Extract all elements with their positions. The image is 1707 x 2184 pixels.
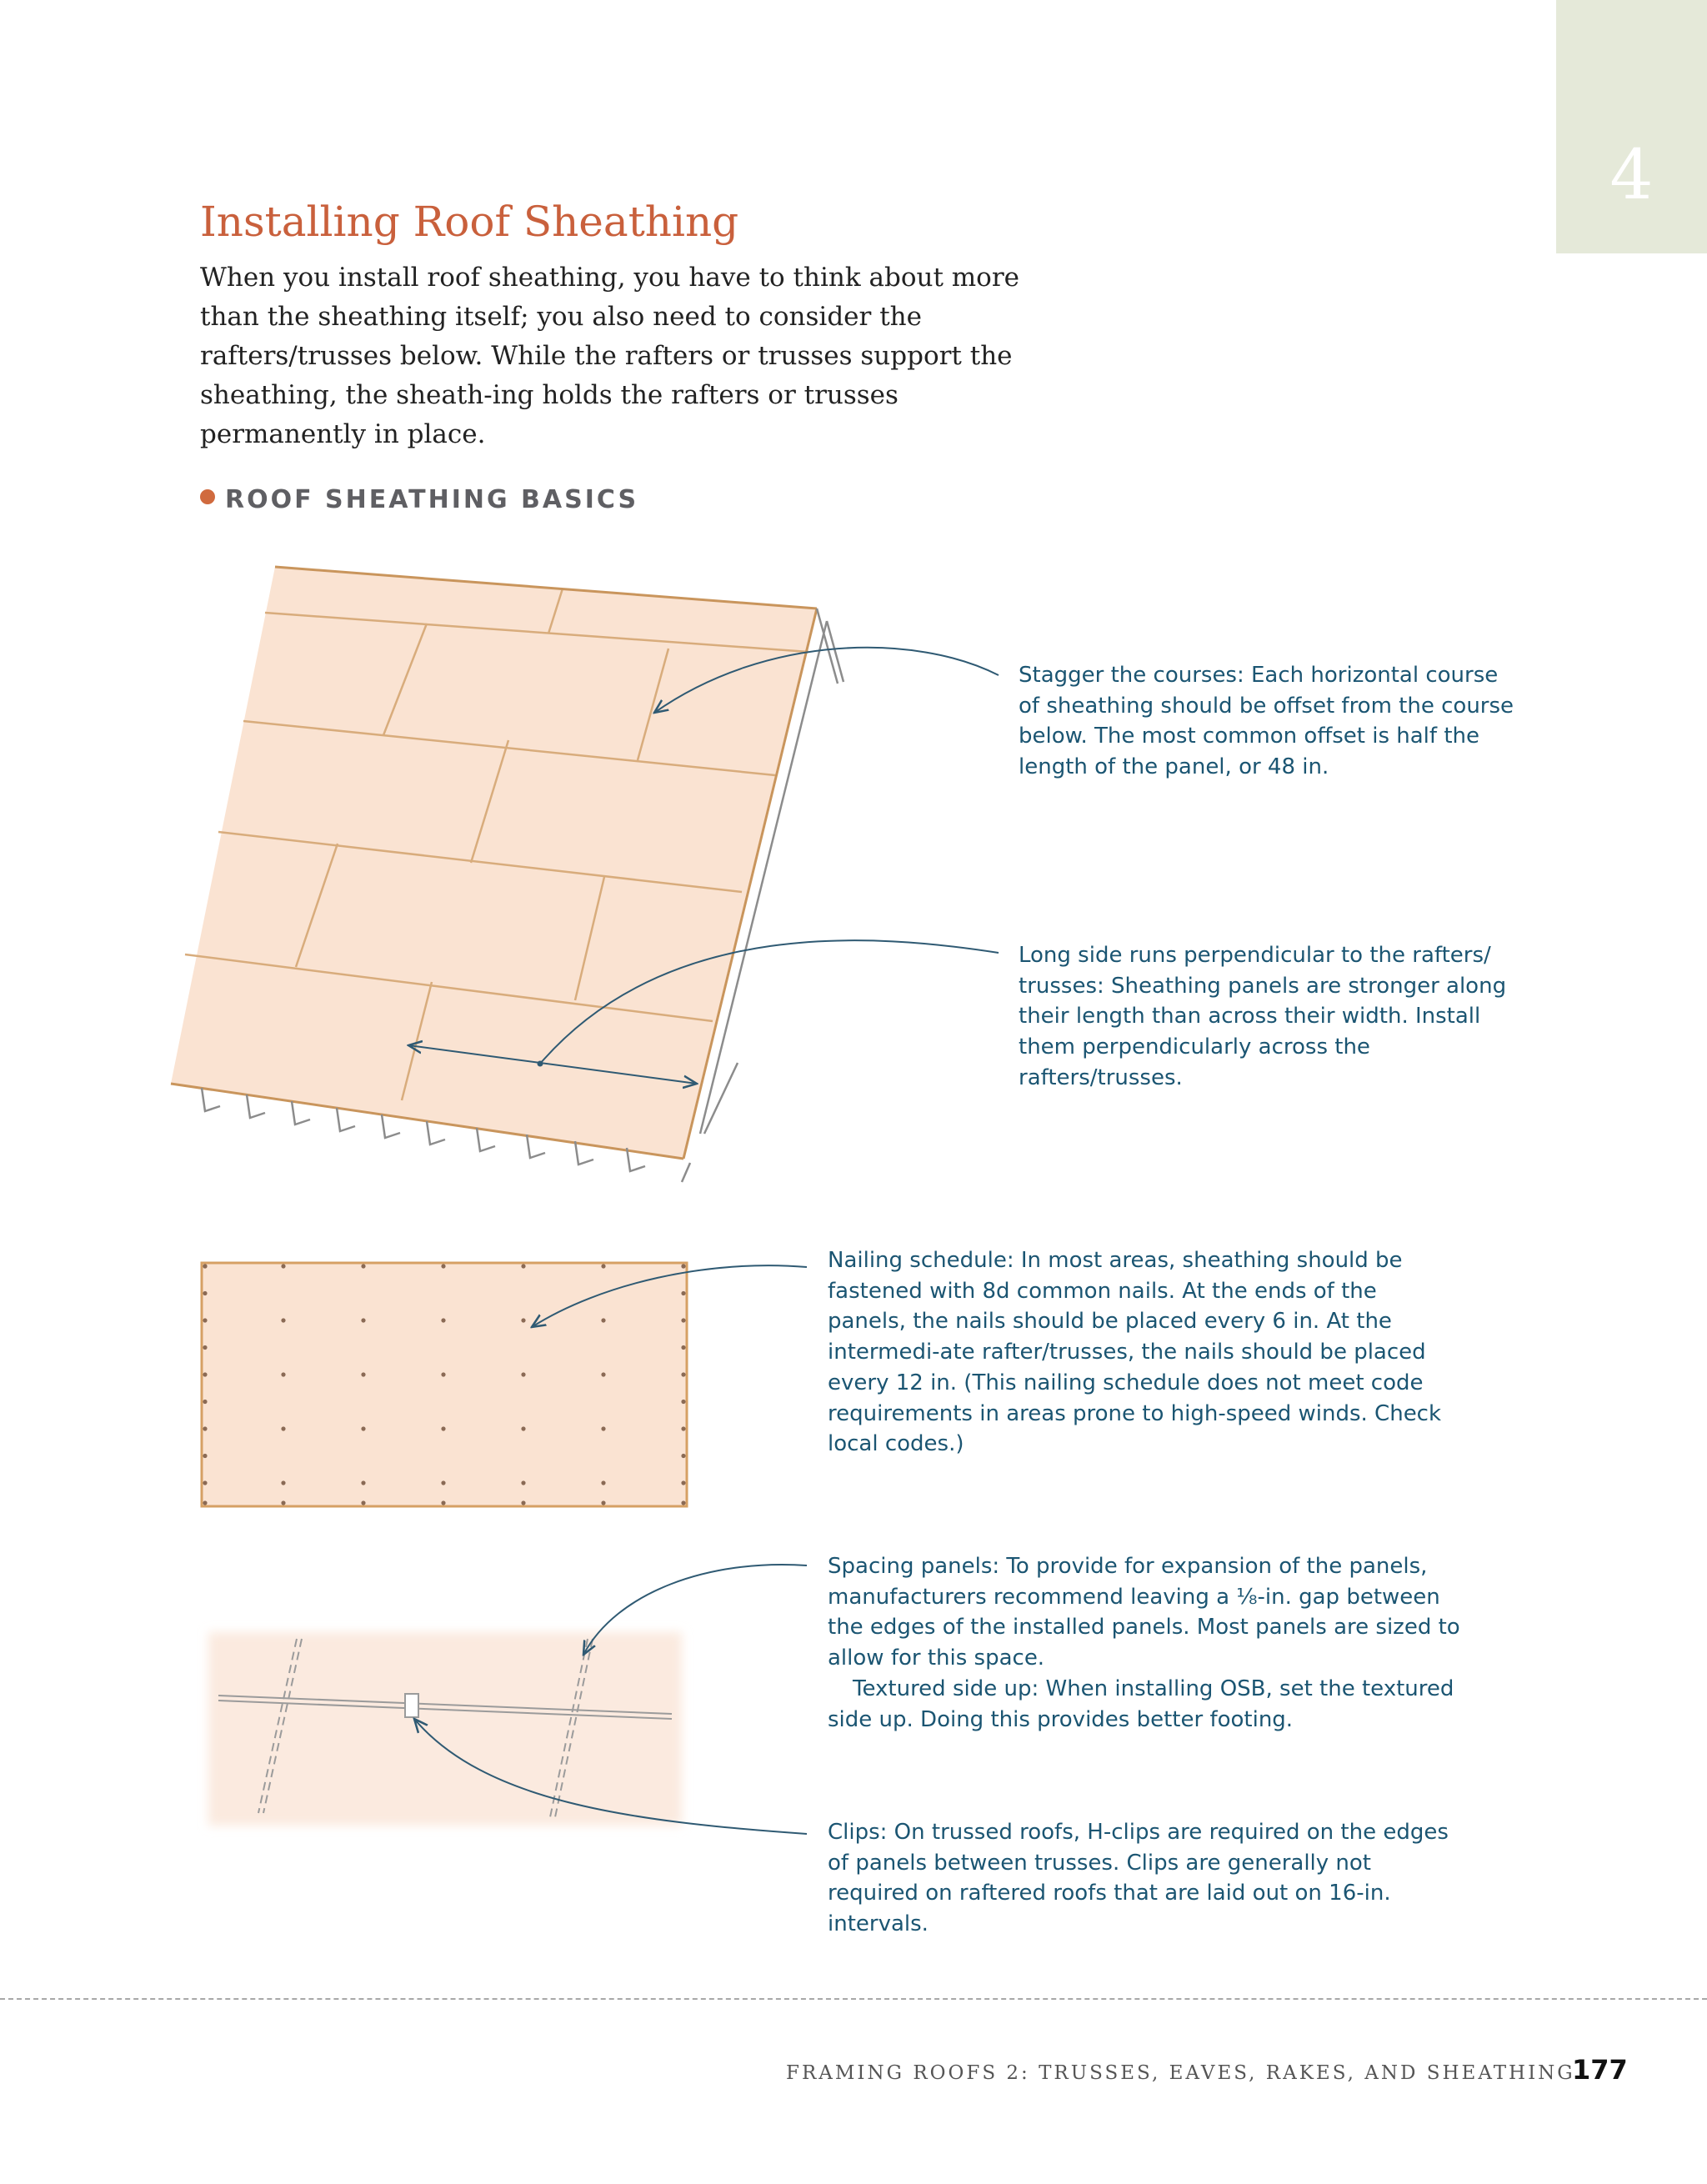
edge-nail [681,1264,685,1268]
field-nail [521,1318,525,1322]
field-nail [441,1426,445,1430]
edge-nail [601,1500,605,1505]
field-nail [281,1318,285,1322]
intro-paragraph: When you install roof sheathing, you have to think about more than the sheathing itself; you also need to consider the rafters/trusses below. While the rafters or trusses support the sheathing, the sheath-ing holds the rafters or trusses permanently in place. [200,263,1019,449]
field-nail [361,1426,365,1430]
edge-nail [441,1500,445,1505]
field-nail [601,1372,605,1376]
nailing-panel-illustration [202,1263,687,1506]
page-number: 177 [1572,2054,1628,2086]
edge-nail [681,1318,685,1322]
edge-nail [441,1264,445,1268]
field-nail [601,1426,605,1430]
edge-nail [681,1480,685,1485]
footer-divider [0,1998,1707,2000]
field-nail [441,1372,445,1376]
callout-stagger: Stagger the courses: Each horizontal course of sheathing should be offset from the course below. The most common offset is half the length of the panel, or 48 in. [1019,663,1514,780]
edge-nail [203,1454,207,1458]
field-nail [521,1480,525,1485]
edge-nail [681,1454,685,1458]
edge-nail [521,1264,525,1268]
field-nail [601,1318,605,1322]
roof-illustration [171,567,843,1182]
edge-nail [681,1291,685,1295]
edge-nail [203,1264,207,1268]
callout-spacing: Spacing panels: To provide for expansion of the panels, manufacturers recommend leaving a ⅛-in. gap between the edges of the installed panels. Most panels are sized to allow for this space. [828,1554,1460,1671]
edge-nail [203,1345,207,1350]
section-heading-text: ROOF SHEATHING BASICS [225,485,639,514]
edge-nail [361,1264,365,1268]
edge-nail [361,1500,365,1505]
chapter-number: 4 [1609,136,1654,215]
field-nail [521,1426,525,1430]
running-head: FRAMING ROOFS 2: TRUSSES, EAVES, RAKES, AND SHEATHING [786,2062,1575,2084]
edge-nail [521,1500,525,1505]
field-nail [281,1426,285,1430]
field-nail [281,1480,285,1485]
edge-nail [203,1500,207,1505]
callout-long-side: Long side runs perpendicular to the rafters/ trusses: Sheathing panels are stronger along their length than across their width. Install them perpendicularly across the rafters/trusses. [1019,943,1507,1090]
edge-nail [601,1264,605,1268]
edge-nail [203,1372,207,1376]
sheathing-panel [202,1263,687,1506]
edge-nail [681,1345,685,1350]
field-nail [601,1480,605,1485]
field-nail [521,1372,525,1376]
callout-textured: Textured side up: When installing OSB, set the textured side up. Doing this provides better footing. [828,1676,1454,1732]
field-nail [441,1318,445,1322]
edge-nail [203,1426,207,1430]
field-nail [441,1480,445,1485]
panel-gap-surface [208,1632,682,1826]
panel-gap-illustration [208,1632,682,1826]
field-nail [361,1480,365,1485]
edge-nail [681,1400,685,1404]
edge-nail [681,1426,685,1430]
edge-nail [203,1400,207,1404]
edge-nail [281,1264,285,1268]
edge-nail [203,1480,207,1485]
field-nail [361,1372,365,1376]
field-nail [361,1318,365,1322]
edge-nail [203,1318,207,1322]
edge-nail [203,1291,207,1295]
field-nail [281,1372,285,1376]
callout-clips: Clips: On trussed roofs, H-clips are required on the edges of panels between trusses. Clips are generally not required on raftered roofs that are laid out on 16-in. intervals. [828,1820,1449,1937]
edge-nail [681,1500,685,1505]
callout-spacing-group [828,1551,1461,1735]
h-clip [405,1694,418,1717]
callout-nailing: Nailing schedule: In most areas, sheathing should be fastened with 8d common nails. At the ends of the panels, the nails should be placed every 6 in. At the intermedi-ate rafter/trusses, the nails should be placed every 12 in. (This nailing schedule does not meet code requirements in areas prone to high-speed winds. Check local codes.) [828,1248,1442,1457]
edge-nail [681,1372,685,1376]
page-title: Installing Roof Sheathing [200,198,739,246]
leader-dot [538,1061,543,1067]
edge-nail [281,1500,285,1505]
